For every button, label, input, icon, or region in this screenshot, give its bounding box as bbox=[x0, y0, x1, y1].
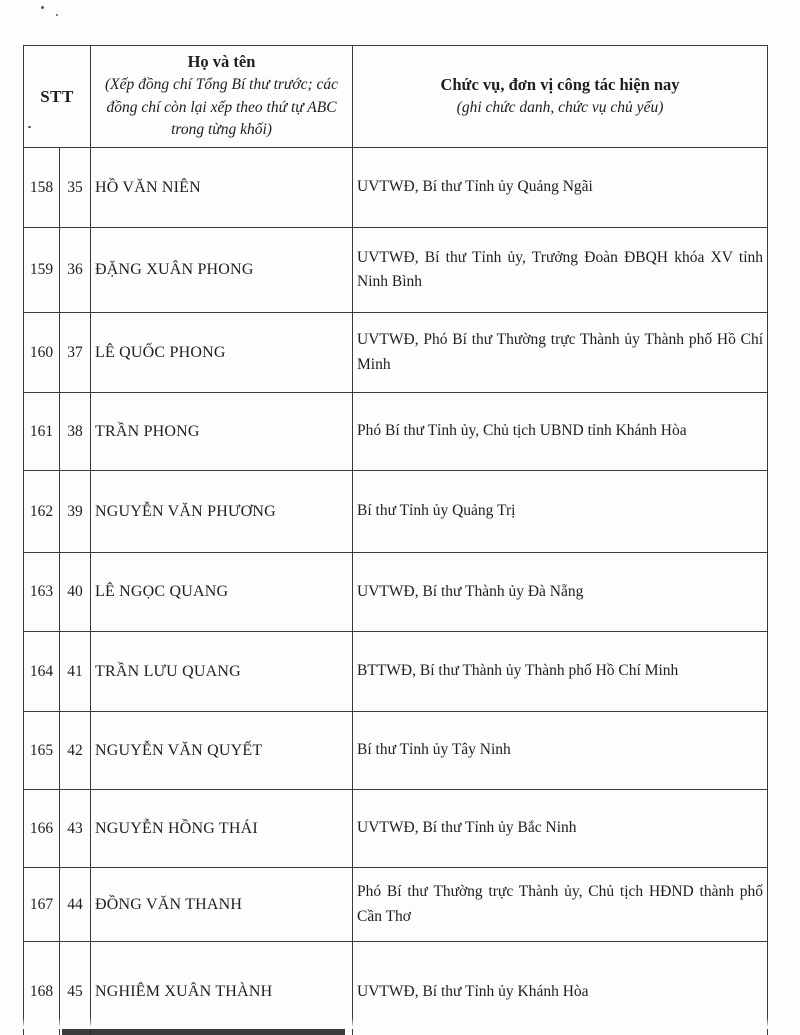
table-row bbox=[24, 228, 768, 313]
row-name: ĐỒNG VĂN THANH bbox=[91, 868, 353, 942]
row-stt: 164 bbox=[24, 632, 60, 712]
row-number: 42 bbox=[60, 712, 91, 790]
scan-speck bbox=[56, 14, 58, 16]
table-row bbox=[24, 632, 768, 712]
row-stt: 162 bbox=[24, 471, 60, 553]
row-name: TRẦN LƯU QUANG bbox=[91, 632, 353, 712]
row-position: Phó Bí thư Tỉnh ủy, Chủ tịch UBND tỉnh Khánh Hòa bbox=[353, 393, 768, 471]
row-number: 44 bbox=[60, 868, 91, 942]
row-stt: 166 bbox=[24, 790, 60, 868]
row-name: NGUYỄN VĂN PHƯƠNG bbox=[91, 471, 353, 553]
table-row bbox=[24, 868, 768, 942]
table-body bbox=[24, 148, 768, 1035]
row-position: UVTWĐ, Bí thư Tỉnh ủy, Trưởng Đoàn ĐBQH khóa XV tỉnh Ninh Bình bbox=[353, 228, 768, 313]
table-row bbox=[24, 471, 768, 553]
row-position: UVTWĐ, Bí thư Tỉnh ủy Quảng Ngãi bbox=[353, 148, 768, 228]
scan-smudge-bottom bbox=[62, 1029, 345, 1035]
row-position: Bí thư Tỉnh ủy Quảng Trị bbox=[353, 471, 768, 553]
table-row bbox=[24, 790, 768, 868]
row-stt: 163 bbox=[24, 553, 60, 632]
row-position: UVTWĐ, Bí thư Tỉnh ủy Bắc Ninh bbox=[353, 790, 768, 868]
row-position: BTTWĐ, Bí thư Thành ủy Thành phố Hồ Chí Minh bbox=[353, 632, 768, 712]
header-name-subtitle: (Xếp đồng chí Tổng Bí thư trước; các đồng chí còn lại xếp theo thứ tự ABC trong từng khối) bbox=[104, 76, 339, 139]
row-name: NGUYỄN HỒNG THÁI bbox=[91, 790, 353, 868]
row-stt: 165 bbox=[24, 712, 60, 790]
table-row bbox=[24, 393, 768, 471]
row-number: 41 bbox=[60, 632, 91, 712]
scan-fade bbox=[0, 1018, 800, 1029]
row-position: UVTWĐ, Bí thư Thành ủy Đà Nẵng bbox=[353, 553, 768, 632]
row-position: UVTWĐ, Bí thư Tỉnh ủy Khánh Hòa bbox=[353, 942, 768, 1035]
row-number: 35 bbox=[60, 148, 91, 228]
row-position: Phó Bí thư Thường trực Thành ủy, Chủ tịch HĐND thành phố Cần Thơ bbox=[353, 868, 768, 942]
row-stt: 158 bbox=[24, 148, 60, 228]
row-name: LÊ QUỐC PHONG bbox=[91, 313, 353, 393]
row-stt: 160 bbox=[24, 313, 60, 393]
header-row bbox=[24, 46, 768, 148]
row-name: NGHIÊM XUÂN THÀNH bbox=[91, 942, 353, 1035]
officials-table bbox=[23, 45, 768, 1035]
row-number: 43 bbox=[60, 790, 91, 868]
row-stt: 167 bbox=[24, 868, 60, 942]
row-name: TRẦN PHONG bbox=[91, 393, 353, 471]
header-stt: STT bbox=[24, 46, 91, 148]
row-position: UVTWĐ, Phó Bí thư Thường trực Thành ủy Thành phố Hồ Chí Minh bbox=[353, 313, 768, 393]
header-position bbox=[353, 46, 768, 148]
row-name: LÊ NGỌC QUANG bbox=[91, 553, 353, 632]
row-stt: 161 bbox=[24, 393, 60, 471]
table-row bbox=[24, 148, 768, 228]
header-position-subtitle: (ghi chức danh, chức vụ chủ yếu) bbox=[456, 98, 664, 116]
row-number: 39 bbox=[60, 471, 91, 553]
row-name: NGUYỄN VĂN QUYẾT bbox=[91, 712, 353, 790]
table-row bbox=[24, 553, 768, 632]
header-name bbox=[91, 46, 353, 148]
row-name: HỒ VĂN NIÊN bbox=[91, 148, 353, 228]
row-name: ĐẶNG XUÂN PHONG bbox=[91, 228, 353, 313]
header-name-title: Họ và tên bbox=[187, 52, 256, 72]
row-number: 36 bbox=[60, 228, 91, 313]
row-number: 45 bbox=[60, 942, 91, 1035]
row-stt: 168 bbox=[24, 942, 60, 1035]
table-row bbox=[24, 313, 768, 393]
table-header bbox=[24, 46, 768, 148]
row-stt: 159 bbox=[24, 228, 60, 313]
row-number: 37 bbox=[60, 313, 91, 393]
scan-speck bbox=[41, 6, 44, 9]
table-row bbox=[24, 712, 768, 790]
row-position: Bí thư Tỉnh ủy Tây Ninh bbox=[353, 712, 768, 790]
row-number: 40 bbox=[60, 553, 91, 632]
header-position-title: Chức vụ, đơn vị công tác hiện nay bbox=[440, 74, 680, 94]
row-number: 38 bbox=[60, 393, 91, 471]
